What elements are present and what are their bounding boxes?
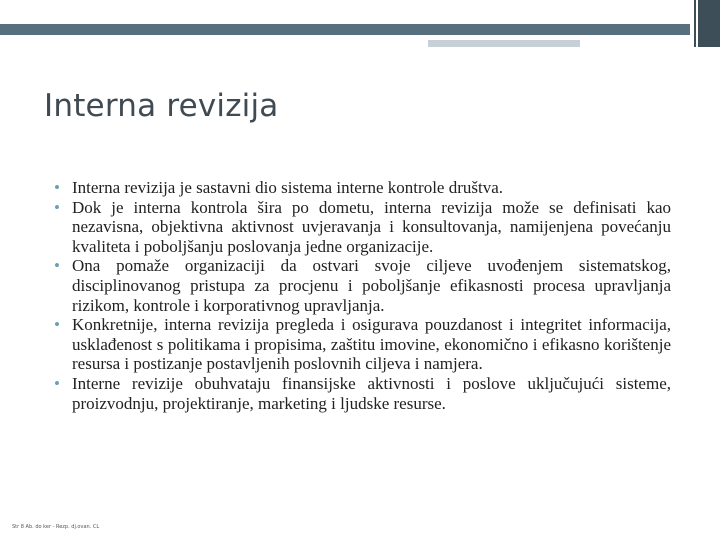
bullet-text: Interna revizija je sastavni dio sistema interne kontrole društva. [72,178,504,197]
header-accent-bar [428,40,580,47]
bullet-item [54,178,671,198]
bullet-dot-icon: • [54,373,60,393]
bullet-text: Ona pomaže organizaciji da ostvari svoje ciljeve uvođenjem sistematskog, disciplinovanog pristupa za procjenu i poboljšanje efikasnosti procesa upravljanja rizikom, kontrole i korporativnog upravljanja. [72,256,671,315]
corner-block [694,0,720,47]
bullet-item [54,256,671,315]
bullet-list [54,178,671,413]
bullet-text: Dok je interna kontrola šira po dometu, interna revizija može se definisati kao nezavisna, objektivna aktivnost uvjeravanja i konsultovanja, namijenjena povećanju kvaliteta i poboljšanju poslovanja jedne organizacije. [72,197,671,256]
bullet-dot-icon: • [54,178,60,197]
top-band [0,0,720,24]
bullet-dot-icon: • [54,256,60,276]
bullet-item [54,315,671,374]
bullet-dot-icon: • [54,315,60,335]
slide-title: Interna revizija [44,88,279,124]
bullet-item [54,198,671,257]
slide-footer: Str 8 Ab. do ker - Rezp. dj.ovan. CL [12,524,100,530]
bullet-text: Interne revizije obuhvataju finansijske aktivnosti i poslove uključujući sisteme, proizvodnju, projektiranje, marketing i ljudske resurse. [72,373,671,413]
header-bar [0,24,690,35]
bullet-item [54,374,671,413]
bullet-dot-icon: • [54,197,60,217]
bullet-text: Konkretnije, interna revizija pregleda i osigurava pouzdanost i integritet informacija, usklađenost s politikama i propisima, zaštitu imovine, ekonomično i efikasno korištenje resursa i postizanje postavljenih poslovnih ciljeva i namjera. [72,315,671,374]
